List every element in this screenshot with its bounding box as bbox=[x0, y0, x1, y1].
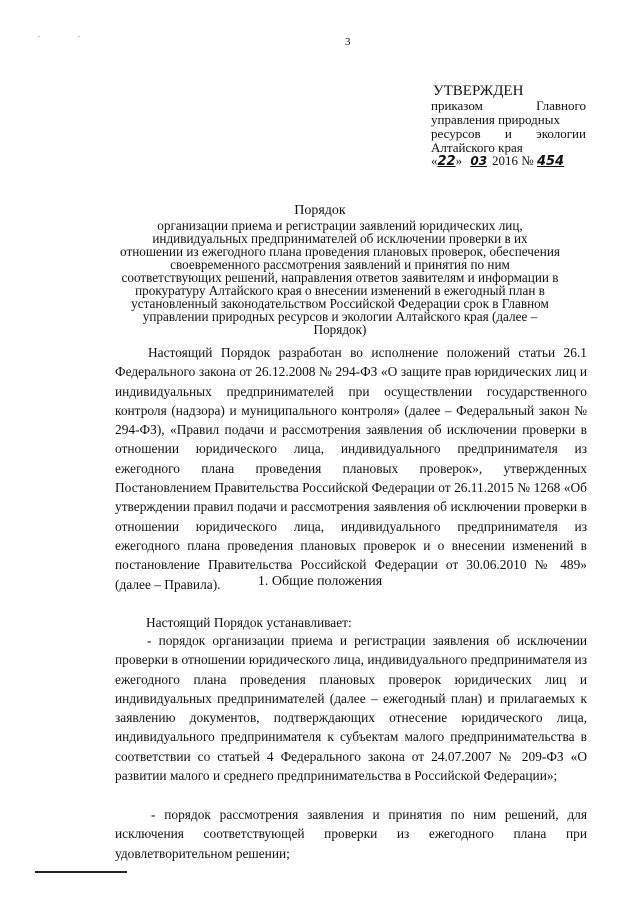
document-title: Порядок bbox=[294, 203, 346, 218]
approval-date-line bbox=[431, 154, 586, 169]
date-open-quote: « bbox=[431, 153, 438, 168]
establishes-paragraph: Настоящий Порядок устанавливает: bbox=[146, 615, 352, 630]
list-item-reception: - порядок организации приема и регистрации заявления об исключении проверки в отношении юридического лица, индивидуального предпринимателя из ежегодного плана проведения плановых проверок юридических лиц и индивидуальных предпринимателей (далее – ежегодный план) и прилагаемых к заявлению документов, подтверждающих отнесение юридического лица, индивидуального предпринимателя к субъектам малого предпринимательства в соответствии со статьей 4 Федерального закона от 24.07.2007 № 209-ФЗ «О развитии малого и среднего предпринимательства в Российской Федерации»; bbox=[115, 633, 587, 784]
approval-line-3 bbox=[431, 127, 586, 141]
approval-line-1 bbox=[431, 99, 586, 113]
approval-line-3-right: экологии bbox=[536, 126, 586, 141]
handwritten-day: 22 bbox=[437, 154, 456, 169]
approval-line-3-left: ресурсов bbox=[431, 126, 481, 141]
handwritten-order-number: 454 bbox=[536, 154, 565, 169]
handwritten-month: 03 bbox=[470, 154, 488, 168]
footer-rule bbox=[35, 871, 127, 873]
approval-heading: УТВЕРЖДЕН bbox=[433, 83, 524, 99]
date-close-quote: » bbox=[455, 153, 463, 168]
approval-line-3-mid: и bbox=[504, 126, 512, 141]
approval-line-1-right: Главного bbox=[536, 98, 586, 113]
scan-marks: . . bbox=[38, 30, 98, 39]
approval-line-2: управления природных bbox=[431, 112, 560, 127]
page-number: 3 bbox=[345, 36, 351, 48]
section-heading: 1. Общие положения bbox=[257, 574, 383, 589]
list-item-review: - порядок рассмотрения заявления и принятия по ним решений, для исключения соответствующей проверки из ежегодного плана при удовлетворительном решении; bbox=[115, 807, 587, 861]
approval-line-1-left: приказом bbox=[431, 98, 483, 113]
document-subtitle: организации приема и регистрации заявлений юридических лиц, индивидуальных предпринимателей об исключении проверки в их отношении из ежегодного плана проведения плановых проверок, обеспечения своевременного рассмотрения заявлений и принятия по ним соответствующих решений, направления ответов заявителям и информации в прокуратуру Алтайского края о внесении изменений в ежегодный план в установленный законодательством Российской Федерации срок в Главном управлении природных ресурсов и экологии Алтайского края (далее – Порядок) bbox=[120, 218, 560, 337]
date-year: 2016 № bbox=[492, 153, 534, 168]
intro-paragraph: Настоящий Порядок разработан во исполнение положений статьи 26.1 Федерального закона от 26.12.2008 № 294-ФЗ «О защите прав юридических лиц и индивидуальных предпринимателей при осуществлении государственного контроля (надзора) и муниципального контроля» (далее – Федеральный закон № 294-ФЗ), «Правил подачи и рассмотрения заявления об исключении проверки в отношении юридического лица, индивидуального предпринимателя из ежегодного плана проведения плановых проверок», утвержденных Постановлением Правительства Российской Федерации от 26.11.2015 № 1268 «Об утверждении правил подачи и рассмотрения заявления об исключении проверки в отношении юридического лица, индивидуального предпринимателя из ежегодного плана проведения плановых проверок и о внесении изменений в постановление Правительства Российской Федерации от 30.06.2010 № 489» (далее – Правила). bbox=[115, 345, 587, 592]
approval-line-4: Алтайского края bbox=[431, 140, 523, 155]
